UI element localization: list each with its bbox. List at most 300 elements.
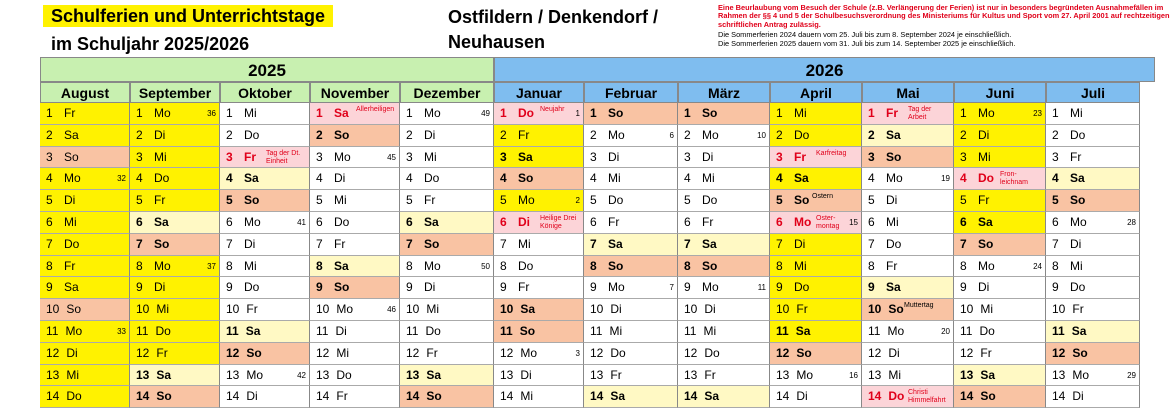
day-number: 5 bbox=[590, 193, 597, 208]
day-number: 5 bbox=[136, 193, 143, 208]
weekday: Do bbox=[518, 106, 534, 120]
day-number: 14 bbox=[776, 389, 790, 404]
week-number: 24 bbox=[1033, 261, 1042, 271]
day-number: 1 bbox=[1052, 106, 1059, 120]
day-number: 5 bbox=[868, 193, 875, 208]
day-number: 7 bbox=[684, 236, 691, 251]
day-cell bbox=[862, 321, 954, 343]
day-cell bbox=[40, 234, 130, 256]
holiday-label: Ostern bbox=[812, 193, 834, 201]
day-cell bbox=[40, 190, 130, 212]
day-cell bbox=[494, 277, 584, 299]
day-number: 1 bbox=[960, 106, 967, 120]
holiday-label: Tag der Arbeit bbox=[908, 106, 932, 121]
day-number: 12 bbox=[46, 345, 60, 360]
holiday-label: Karfreitag bbox=[816, 149, 847, 157]
day-cell bbox=[40, 343, 130, 365]
weekday: So bbox=[154, 236, 170, 251]
day-number: 1 bbox=[136, 106, 143, 120]
day-cell bbox=[1046, 277, 1140, 299]
day-number: 8 bbox=[500, 258, 507, 273]
day-number: 5 bbox=[684, 193, 691, 208]
day-number: 6 bbox=[684, 215, 691, 229]
weekday: Mo bbox=[978, 106, 995, 120]
day-cell bbox=[862, 103, 954, 125]
weekday: Sa bbox=[518, 149, 533, 164]
week-number: 23 bbox=[1033, 109, 1042, 118]
weekday: Do bbox=[334, 215, 350, 229]
weekday: Mi bbox=[64, 215, 77, 229]
day-cell bbox=[130, 125, 220, 147]
day-number: 6 bbox=[500, 215, 507, 229]
day-cell bbox=[584, 125, 678, 147]
weekday: Mi bbox=[66, 367, 80, 382]
weekday: Mi bbox=[424, 149, 437, 164]
day-number: 12 bbox=[316, 345, 330, 360]
weekday: So bbox=[886, 149, 902, 164]
day-cell bbox=[1046, 125, 1140, 147]
day-number: 6 bbox=[46, 215, 53, 229]
weekday: Fr bbox=[424, 193, 436, 208]
day-cell bbox=[220, 386, 310, 408]
day-number: 8 bbox=[590, 258, 597, 273]
weekday: Sa bbox=[980, 367, 996, 382]
day-number: 3 bbox=[500, 149, 507, 164]
day-number: 13 bbox=[590, 367, 604, 382]
day-cell bbox=[494, 212, 584, 234]
day-cell bbox=[310, 277, 400, 299]
weekday: Fr bbox=[978, 193, 990, 208]
day-number: 8 bbox=[226, 258, 233, 273]
weekday: So bbox=[424, 236, 440, 251]
day-number: 14 bbox=[868, 389, 882, 404]
weekday: So bbox=[608, 106, 624, 120]
weekday: Di bbox=[888, 345, 900, 360]
day-number: 10 bbox=[406, 302, 420, 317]
week-number: 1 bbox=[575, 109, 580, 118]
weekday: Sa bbox=[886, 280, 901, 295]
weekday: Fr bbox=[64, 258, 76, 273]
month-header: April bbox=[770, 82, 862, 103]
weekday: Mo bbox=[887, 324, 905, 338]
day-cell bbox=[220, 321, 310, 343]
weekday: Do bbox=[886, 236, 902, 251]
weekday: Do bbox=[1070, 127, 1086, 142]
day-number: 11 bbox=[590, 324, 603, 338]
day-cell bbox=[954, 190, 1046, 212]
week-number: 42 bbox=[297, 370, 306, 380]
weekday: Di bbox=[702, 149, 714, 164]
weekday: Mo bbox=[246, 367, 264, 382]
day-cell bbox=[954, 299, 1046, 321]
weekday: Mi bbox=[702, 171, 715, 186]
weekday: Di bbox=[608, 149, 620, 164]
day-cell bbox=[494, 343, 584, 365]
weekday: Mi bbox=[336, 345, 350, 360]
day-cell bbox=[40, 147, 130, 169]
day-number: 1 bbox=[406, 106, 413, 120]
day-cell bbox=[40, 277, 130, 299]
weekday: Do bbox=[608, 193, 624, 208]
day-number: 8 bbox=[46, 258, 53, 273]
day-cell bbox=[130, 277, 220, 299]
day-cell bbox=[40, 103, 130, 125]
weekday: Mi bbox=[794, 258, 807, 273]
weekday: Do bbox=[610, 345, 626, 360]
location-line1: Ostfildern / Denkendorf / bbox=[448, 7, 659, 27]
day-cell bbox=[220, 365, 310, 387]
weekday: Mo bbox=[244, 215, 261, 229]
day-number: 9 bbox=[590, 280, 597, 295]
day-number: 7 bbox=[406, 236, 413, 251]
day-number: 10 bbox=[1052, 302, 1066, 317]
day-number: 3 bbox=[406, 149, 413, 164]
weekday: Fr bbox=[702, 215, 714, 229]
day-number: 13 bbox=[226, 367, 240, 382]
day-number: 3 bbox=[136, 149, 143, 164]
weekday: Do bbox=[702, 193, 718, 208]
day-number: 14 bbox=[590, 389, 604, 404]
day-number: 11 bbox=[1052, 324, 1065, 338]
day-cell bbox=[1046, 321, 1140, 343]
day-cell bbox=[310, 190, 400, 212]
day-number: 12 bbox=[868, 345, 882, 360]
week-number: 46 bbox=[387, 305, 396, 315]
day-number: 4 bbox=[500, 171, 507, 186]
weekday: Mi bbox=[244, 106, 257, 120]
day-cell bbox=[678, 386, 770, 408]
weekday: Do bbox=[154, 171, 170, 186]
day-cell bbox=[40, 256, 130, 278]
weekday: So bbox=[156, 389, 172, 404]
day-number: 3 bbox=[46, 149, 53, 164]
week-number: 41 bbox=[297, 218, 306, 227]
weekday: Fr bbox=[334, 236, 346, 251]
weekday: Di bbox=[244, 236, 256, 251]
week-number: 3 bbox=[575, 348, 580, 358]
week-number: 29 bbox=[1127, 370, 1136, 380]
weekday: Mi bbox=[426, 302, 440, 317]
day-number: 11 bbox=[868, 324, 881, 338]
weekday: Sa bbox=[64, 280, 79, 295]
day-cell bbox=[770, 365, 862, 387]
day-number: 8 bbox=[316, 258, 323, 273]
summer-holiday-2025: Die Sommerferien 2025 dauern vom 31. Juli bis zum 14. September 2025 je einschließlich. bbox=[718, 38, 1016, 48]
location-title bbox=[448, 5, 718, 55]
day-cell bbox=[130, 365, 220, 387]
weekday: Di bbox=[246, 389, 258, 404]
day-cell bbox=[220, 190, 310, 212]
day-number: 7 bbox=[46, 236, 53, 251]
day-cell bbox=[220, 212, 310, 234]
day-number: 6 bbox=[960, 215, 967, 229]
day-cell bbox=[1046, 190, 1140, 212]
weekday: Mo bbox=[64, 171, 81, 186]
day-number: 4 bbox=[960, 171, 967, 186]
month-header: Dezember bbox=[400, 82, 494, 103]
weekday: Do bbox=[794, 280, 810, 295]
weekday: Mi bbox=[1070, 106, 1083, 120]
day-number: 3 bbox=[684, 149, 691, 164]
weekday: Sa bbox=[704, 389, 720, 404]
weekday: So bbox=[518, 171, 534, 186]
day-cell bbox=[862, 365, 954, 387]
day-number: 14 bbox=[136, 389, 150, 404]
day-number: 2 bbox=[590, 127, 597, 142]
day-cell bbox=[862, 125, 954, 147]
day-cell bbox=[954, 125, 1046, 147]
day-cell bbox=[770, 256, 862, 278]
day-cell bbox=[954, 365, 1046, 387]
day-number: 1 bbox=[226, 106, 233, 120]
day-number: 10 bbox=[960, 302, 974, 317]
weekday: Fr bbox=[244, 149, 256, 164]
weekday: Mo bbox=[886, 171, 903, 186]
day-cell bbox=[1046, 147, 1140, 169]
weekday: Mo bbox=[520, 345, 538, 360]
day-number: 6 bbox=[590, 215, 597, 229]
day-cell bbox=[770, 212, 862, 234]
day-number: 1 bbox=[684, 106, 691, 120]
day-cell bbox=[954, 147, 1046, 169]
day-cell bbox=[584, 190, 678, 212]
day-number: 11 bbox=[684, 324, 697, 338]
week-number: 36 bbox=[207, 109, 216, 118]
day-number: 13 bbox=[500, 367, 514, 382]
day-cell bbox=[494, 125, 584, 147]
day-cell bbox=[130, 386, 220, 408]
day-number: 6 bbox=[406, 215, 413, 229]
weekday: Di bbox=[1070, 236, 1082, 251]
day-cell bbox=[1046, 299, 1140, 321]
absence-note: Eine Beurlaubung vom Besuch der Schule (z.B. Verlängerung der Ferien) ist nur in besonders begründeten Ausnahmefällen im Rahmen der §§ 4 und 5 der Schulbesuchsverordnung des Ministeriums für Kultus und Sport vom 27. April 2001 auf rechtzeitigen schriftlichen Antrag zulässig. bbox=[718, 3, 1170, 29]
weekday: Mi bbox=[518, 236, 531, 251]
day-number: 6 bbox=[868, 215, 875, 229]
weekday: Sa bbox=[64, 127, 79, 142]
weekday: Sa bbox=[610, 389, 626, 404]
day-number: 2 bbox=[46, 127, 53, 142]
location-line2: Neuhausen bbox=[448, 32, 546, 52]
day-cell bbox=[584, 103, 678, 125]
weekday: Sa bbox=[426, 367, 442, 382]
day-cell bbox=[954, 234, 1046, 256]
weekday: Mi bbox=[154, 149, 167, 164]
holiday-label: Heilige Drei Könige bbox=[540, 215, 577, 230]
weekday: Di bbox=[518, 215, 530, 229]
day-cell bbox=[862, 256, 954, 278]
day-number: 9 bbox=[776, 280, 783, 295]
weekday: Sa bbox=[334, 106, 349, 120]
weekday: Mo bbox=[1072, 367, 1090, 382]
week-number: 28 bbox=[1127, 218, 1136, 227]
day-cell bbox=[310, 299, 400, 321]
month-header: November bbox=[310, 82, 400, 103]
week-number: 32 bbox=[117, 174, 126, 184]
day-cell bbox=[862, 147, 954, 169]
weekday: So bbox=[246, 345, 262, 360]
day-cell bbox=[40, 125, 130, 147]
day-number: 5 bbox=[316, 193, 323, 208]
day-cell bbox=[678, 277, 770, 299]
day-number: 9 bbox=[684, 280, 691, 295]
day-number: 9 bbox=[406, 280, 413, 295]
weekday: Fr bbox=[64, 106, 76, 120]
day-cell bbox=[1046, 343, 1140, 365]
day-number: 2 bbox=[226, 127, 233, 142]
day-number: 1 bbox=[316, 106, 323, 120]
day-number: 11 bbox=[316, 324, 329, 338]
day-number: 3 bbox=[590, 149, 597, 164]
day-number: 2 bbox=[406, 127, 413, 142]
day-number: 12 bbox=[960, 345, 974, 360]
weekday: So bbox=[64, 149, 79, 164]
day-number: 13 bbox=[684, 367, 698, 382]
weekday: Fr bbox=[704, 367, 716, 382]
day-cell bbox=[130, 321, 220, 343]
day-number: 12 bbox=[684, 345, 698, 360]
weekday: Mo bbox=[796, 367, 814, 382]
week-number: 37 bbox=[207, 261, 216, 271]
day-cell bbox=[770, 190, 862, 212]
weekday: Do bbox=[1070, 280, 1086, 295]
day-number: 5 bbox=[776, 193, 783, 208]
year-2025-header: 2025 bbox=[40, 57, 494, 82]
day-number: 14 bbox=[500, 389, 514, 404]
weekday: Di bbox=[424, 127, 436, 142]
day-cell bbox=[310, 212, 400, 234]
day-number: 9 bbox=[136, 280, 143, 295]
day-number: 4 bbox=[406, 171, 413, 186]
day-number: 12 bbox=[590, 345, 604, 360]
day-cell bbox=[770, 299, 862, 321]
weekday: So bbox=[244, 193, 260, 208]
day-cell bbox=[400, 125, 494, 147]
day-cell bbox=[1046, 365, 1140, 387]
title-line1: Schulferien und Unterrichtstage bbox=[43, 5, 333, 27]
holiday-label: Fron-leichnam bbox=[1000, 171, 1029, 187]
weekday: Sa bbox=[244, 171, 259, 186]
day-number: 8 bbox=[136, 258, 143, 273]
weekday: Fr bbox=[154, 193, 166, 208]
weekday: Do bbox=[155, 324, 171, 338]
holiday-label: Oster-montag bbox=[816, 215, 840, 230]
day-number: 11 bbox=[776, 324, 789, 338]
day-number: 9 bbox=[1052, 280, 1059, 295]
day-cell bbox=[130, 299, 220, 321]
day-number: 5 bbox=[960, 193, 967, 208]
weekday: Di bbox=[794, 236, 806, 251]
day-cell bbox=[770, 103, 862, 125]
week-number: 45 bbox=[387, 152, 396, 162]
day-cell bbox=[494, 299, 584, 321]
day-cell bbox=[494, 103, 584, 125]
day-cell bbox=[40, 321, 130, 343]
day-cell bbox=[220, 103, 310, 125]
summer-holiday-note bbox=[718, 31, 1170, 49]
weekday: Fr bbox=[610, 367, 622, 382]
weekday: So bbox=[702, 258, 718, 273]
day-number: 5 bbox=[406, 193, 413, 208]
weekday: So bbox=[1072, 345, 1088, 360]
weekday: Mi bbox=[520, 389, 534, 404]
day-number: 7 bbox=[776, 236, 783, 251]
month-header: Mai bbox=[862, 82, 954, 103]
day-cell bbox=[770, 277, 862, 299]
day-number: 9 bbox=[868, 280, 875, 295]
day-number: 13 bbox=[868, 367, 882, 382]
day-cell bbox=[584, 343, 678, 365]
day-cell bbox=[494, 147, 584, 169]
day-cell bbox=[862, 277, 954, 299]
weekday: Fr bbox=[1070, 149, 1082, 164]
month-header: Juli bbox=[1046, 82, 1140, 103]
day-cell bbox=[954, 386, 1046, 408]
week-number: 7 bbox=[669, 283, 674, 293]
day-cell bbox=[130, 147, 220, 169]
day-cell bbox=[310, 256, 400, 278]
day-cell bbox=[678, 125, 770, 147]
day-number: 11 bbox=[500, 324, 513, 338]
day-number: 4 bbox=[684, 171, 691, 186]
day-cell bbox=[770, 386, 862, 408]
weekday: So bbox=[426, 389, 442, 404]
day-cell bbox=[400, 256, 494, 278]
day-cell bbox=[40, 212, 130, 234]
day-cell bbox=[130, 103, 220, 125]
weekday: Mo bbox=[154, 258, 171, 273]
day-cell bbox=[220, 168, 310, 190]
day-number: 9 bbox=[500, 280, 507, 295]
day-number: 6 bbox=[776, 215, 783, 229]
day-number: 7 bbox=[590, 236, 597, 251]
month-header: März bbox=[678, 82, 770, 103]
weekday: Mi bbox=[703, 324, 717, 338]
day-number: 14 bbox=[406, 389, 420, 404]
weekday: Do bbox=[794, 127, 810, 142]
day-number: 8 bbox=[960, 258, 967, 273]
day-cell bbox=[954, 212, 1046, 234]
day-number: 12 bbox=[500, 345, 514, 360]
day-cell bbox=[310, 365, 400, 387]
day-cell bbox=[584, 299, 678, 321]
day-number: 2 bbox=[868, 127, 875, 142]
weekday: Mo bbox=[608, 127, 625, 142]
day-number: 11 bbox=[46, 324, 59, 338]
day-number: 7 bbox=[868, 236, 875, 251]
day-number: 5 bbox=[1052, 193, 1059, 208]
header bbox=[0, 0, 1170, 57]
weekday: Fr bbox=[796, 302, 808, 317]
day-cell bbox=[130, 212, 220, 234]
day-number: 11 bbox=[406, 324, 419, 338]
day-cell bbox=[310, 168, 400, 190]
weekday: Sa bbox=[245, 324, 261, 338]
day-cell bbox=[400, 321, 494, 343]
day-number: 3 bbox=[960, 149, 967, 164]
holiday-label: Christi Himmelfahrt bbox=[908, 389, 946, 405]
holiday-label: Allerheiligen bbox=[356, 106, 395, 113]
weekday: Di bbox=[334, 171, 346, 186]
day-number: 3 bbox=[316, 149, 323, 164]
day-cell bbox=[494, 256, 584, 278]
day-cell bbox=[310, 103, 400, 125]
day-cell bbox=[400, 277, 494, 299]
day-number: 4 bbox=[1052, 171, 1059, 186]
weekday: Di bbox=[66, 345, 78, 360]
weekday: Di bbox=[335, 324, 347, 338]
day-cell bbox=[678, 212, 770, 234]
weekday: So bbox=[608, 258, 624, 273]
